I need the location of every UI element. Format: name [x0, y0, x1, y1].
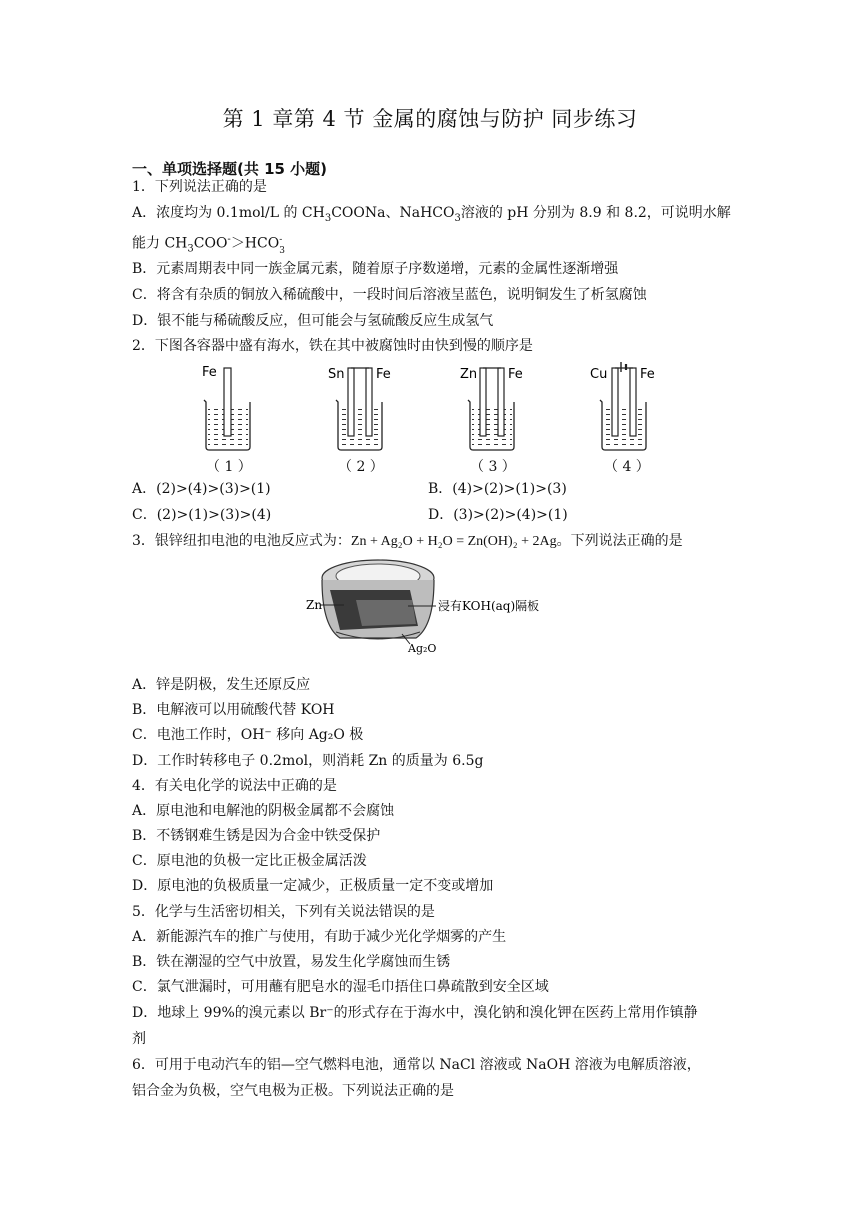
q1-stem: 1．下列说法正确的是	[132, 179, 267, 195]
q6-stem-line2: 铝合金为负极，空气电极为正极。下列说法正确的是	[132, 1083, 454, 1099]
q3-equation: Zn + Ag₂O + H₂O = Zn(OH)₂ + 2Ag	[350, 534, 557, 549]
zn-electrode-label: Zn	[306, 598, 323, 612]
beaker-4	[590, 362, 655, 450]
beaker-3	[460, 367, 523, 450]
caption-3: （ 3 ）	[470, 459, 516, 475]
q5-option-d-line2: 剂	[132, 1031, 146, 1047]
q2-option-c: C．(2)>(1)>(3)>(4)	[132, 507, 272, 523]
page-title: 第 1 章第 4 节 金属的腐蚀与防护 同步练习	[222, 107, 638, 131]
q5-stem: 5．化学与生活密切相关，下列有关说法错误的是	[132, 904, 435, 920]
q4-stem: 4．有关电化学的说法中正确的是	[132, 778, 337, 794]
q3-option-d: D．工作时转移电子 0.2mol，则消耗 Zn 的质量为 6.5g	[132, 753, 484, 769]
section-heading: 一、单项选择题(共 15 小题)	[132, 160, 328, 178]
q6-stem-line1: 6．可用于电动汽车的铝—空气燃料电池，通常以 NaCl 溶液或 NaOH 溶液为电解质溶液，	[132, 1057, 701, 1073]
beakers-figure	[190, 362, 670, 477]
q4-option-b: B．不锈钢难生锈是因为合金中铁受保护	[132, 828, 381, 844]
q5-option-a: A．新能源汽车的推广与使用，有助于减少光化学烟雾的产生	[132, 929, 507, 945]
q1-option-b: B．元素周期表中同一族金属元素，随着原子序数递增，元素的金属性逐渐增强	[132, 261, 619, 277]
beaker-4-fe-label: Fe	[640, 367, 655, 382]
beaker-2-fe-label: Fe	[376, 367, 391, 382]
caption-4: （ 4 ）	[604, 459, 650, 475]
beaker-2	[328, 367, 391, 450]
beaker-2-sn-label: Sn	[328, 367, 345, 382]
q3-option-b: B．电解液可以用硫酸代替 KOH	[132, 702, 335, 718]
caption-2: （ 2 ）	[338, 459, 384, 475]
ag2o-electrode-label: Ag₂O	[408, 642, 437, 655]
q2-option-b: B．(4)>(2)>(1)>(3)	[428, 481, 567, 497]
q1-option-a-line2: 能力 $CH_3COO^->HCO$ - 3	[132, 234, 285, 256]
beaker-1	[202, 365, 250, 450]
q3-stem: 3．银锌纽扣电池的电池反应式为：Zn + Ag₂O + H₂O = Zn(OH)₂ + 2Ag。下列说法正确的是	[132, 533, 683, 549]
q2-option-d: D．(3)>(2)>(4)>(1)	[428, 507, 568, 523]
button-cell-figure	[300, 556, 540, 660]
beaker-4-cu-label: Cu	[590, 367, 608, 382]
q5-option-b: B．铁在潮湿的空气中放置，易发生化学腐蚀而生锈	[132, 954, 451, 970]
q2-option-a: A．(2)>(4)>(3)>(1)	[132, 481, 271, 497]
separator-label: 浸有KOH(aq)隔板	[438, 599, 540, 613]
q3-option-c: C．电池工作时，OH⁻ 移向 Ag₂O 极	[132, 727, 364, 743]
q1-option-a-line1: A．浓度均为 0.1mol/L 的 $CH_3COONa$、NaHCO$_3$溶液的 pH 分别为 8.9 和 8.2，可说明水解	[132, 205, 731, 224]
q5-option-c: C．氯气泄漏时，可用蘸有肥皂水的湿毛巾捂住口鼻疏散到安全区域	[132, 979, 549, 995]
caption-1: （ 1 ）	[206, 459, 252, 475]
q5-option-d-line1: D．地球上 99%的溴元素以 Br⁻的形式存在于海水中，溴化钠和溴化钾在医药上常用作镇静	[132, 1005, 698, 1021]
q3-option-a: A．锌是阴极，发生还原反应	[132, 677, 311, 693]
q1-option-d: D．银不能与稀硫酸反应，但可能会与氢硫酸反应生成氢气	[132, 313, 494, 329]
beaker-3-fe-label: Fe	[508, 367, 523, 382]
q4-option-a: A．原电池和电解池的阴极金属都不会腐蚀	[132, 803, 395, 819]
beaker-3-zn-label: Zn	[460, 367, 478, 382]
q4-option-d: D．原电池的负极质量一定减少，正极质量一定不变或增加	[132, 878, 494, 894]
q1-option-c: C．将含有杂质的铜放入稀硫酸中，一段时间后溶液呈蓝色，说明铜发生了析氢腐蚀	[132, 287, 647, 303]
q4-option-c: C．原电池的负极一定比正极金属活泼	[132, 853, 367, 869]
beaker-1-fe-label: Fe	[202, 365, 217, 380]
q2-stem: 2．下图各容器中盛有海水，铁在其中被腐蚀时由快到慢的顺序是	[132, 338, 533, 354]
